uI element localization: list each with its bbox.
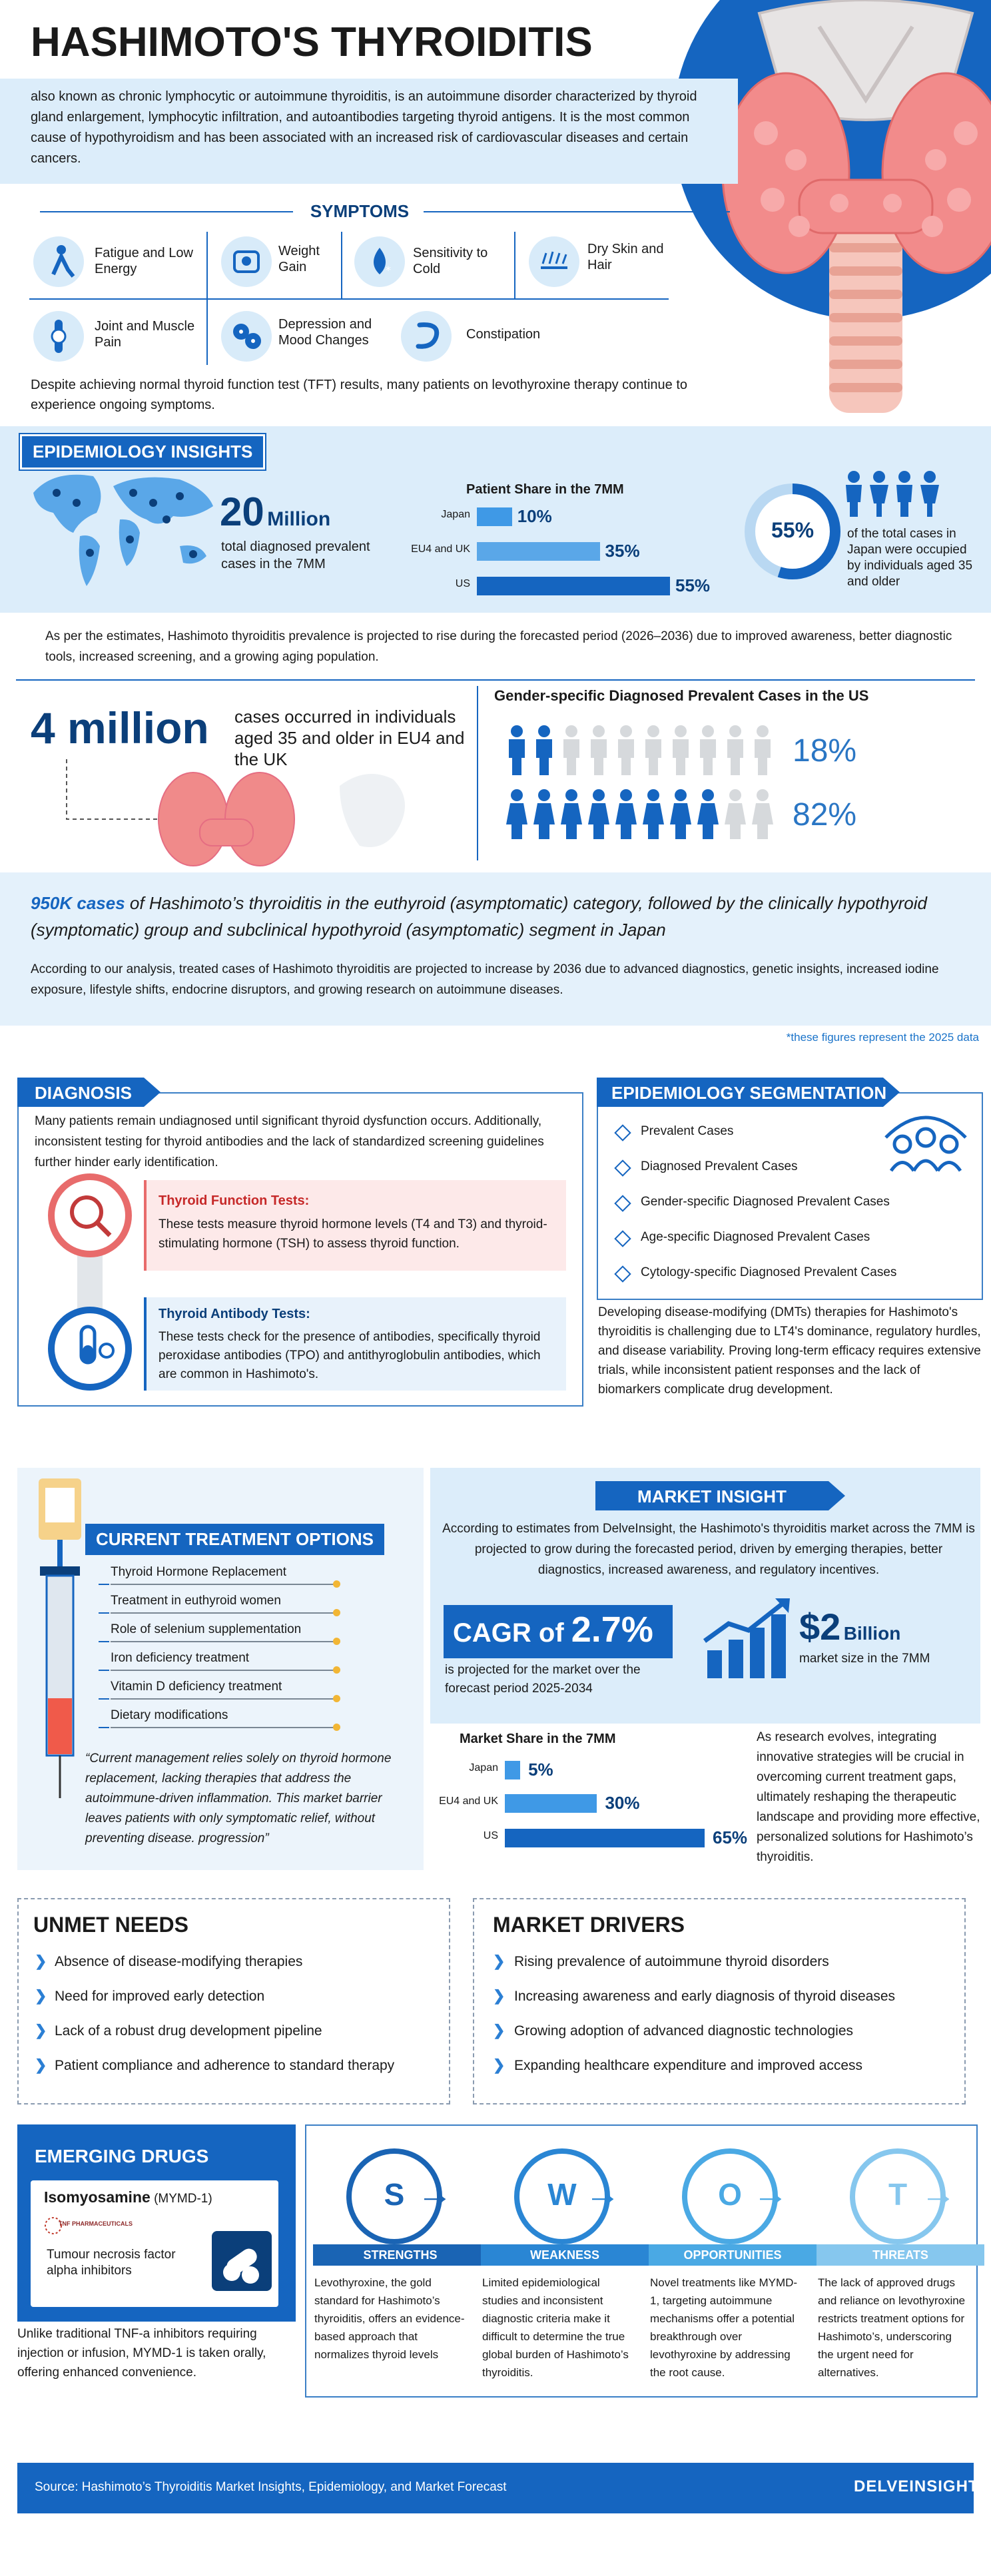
cold-icon (354, 236, 405, 287)
swot-label: THREATS (872, 2248, 928, 2262)
male-icon (509, 725, 525, 775)
tick (99, 1670, 109, 1671)
market-size-caption: market size in the 7MM (799, 1652, 930, 1666)
segmentation-item: Prevalent Cases (641, 1124, 734, 1138)
donut-value: 55% (771, 518, 815, 542)
share-row-label: US (455, 578, 470, 589)
market-bar-value: 5% (528, 1760, 553, 1779)
tat-title: Thyroid Antibody Tests: (159, 1307, 310, 1321)
chevron-icon: ❯ (493, 1987, 505, 2004)
company-logo (44, 2214, 117, 2240)
treatment-item: Thyroid Hormone Replacement (111, 1565, 287, 1579)
unmet-item: Lack of a robust drug development pipeline (55, 2023, 322, 2039)
scale-icon (221, 236, 272, 287)
male-icon (673, 725, 689, 775)
swot-label: STRENGTHS (363, 2248, 438, 2262)
swot-text: Levothyroxine, the gold standard for Hashimoto’s thyroiditis, offers an evidence-based approach that normalizes thyroid levels (314, 2276, 465, 2361)
treatment-item: Treatment in euthyroid women (111, 1594, 281, 1608)
lab-report-icon (51, 1177, 129, 1254)
swot-label: OPPORTUNITIES (683, 2248, 782, 2262)
mood-icon (221, 311, 272, 362)
cagr-prefix: CAGR of (453, 1618, 571, 1648)
drug-code: (MYMD-1) (150, 2192, 212, 2206)
driver-item: Rising prevalence of autoimmune thyroid disorders (514, 1954, 829, 1969)
market-bar-value: 65% (713, 1827, 748, 1847)
male-icon (536, 725, 552, 775)
swot-letter: T (888, 2177, 908, 2212)
chevron-icon: ❯ (493, 1953, 505, 1969)
drug-class: Tumour necrosis factor alpha inhibitors (47, 2248, 176, 2278)
symptom-label: Dry Skin and Hair (587, 242, 664, 272)
treatment-dot (333, 1724, 340, 1731)
tick (99, 1584, 109, 1585)
treatment-line (111, 1584, 337, 1585)
group-icon (872, 1098, 979, 1184)
market-tag: MARKET INSIGHT (637, 1486, 787, 1506)
divider (16, 679, 975, 681)
unmet-item: Absence of disease-modifying therapies (55, 1954, 303, 1969)
symptom-label: Joint and Muscle Pain (95, 319, 195, 350)
segmentation-item: Age-specific Diagnosed Prevalent Cases (641, 1230, 870, 1244)
euthyroid-text (31, 890, 963, 943)
people-icon (840, 469, 947, 522)
test-tube-icon (51, 1310, 129, 1387)
page-title: HASHIMOTO'S THYROIDITIS (31, 19, 593, 65)
segmentation-tag: EPIDEMIOLOGY SEGMENTATION (611, 1083, 887, 1103)
treatment-item: Vitamin D deficiency treatment (111, 1680, 282, 1694)
gender-title: Gender-specific Diagnosed Prevalent Cases in the US (494, 687, 869, 704)
world-map-icon (27, 466, 220, 593)
svg-text:*: * (386, 264, 391, 276)
swot-text: The lack of approved drugs and reliance on levothyroxine restricts treatment options for Hashimoto’s, underscoring the urgent need for alternatives. (818, 2276, 966, 2379)
share-bar-value: 10% (517, 506, 552, 526)
segmentation-item: Diagnosed Prevalent Cases (641, 1159, 798, 1173)
epi-tag: EPIDEMIOLOGY INSIGHTS (20, 434, 265, 470)
source-text: Source: Hashimoto’s Thyroiditis Market Insights, Epidemiology, and Market Forecast (35, 2480, 507, 2494)
segmentation-item: Cytology-specific Diagnosed Prevalent Cases (641, 1265, 897, 1279)
share-row-label: Japan (441, 509, 470, 520)
treatment-item: Role of selenium supplementation (111, 1622, 302, 1636)
treated-note: According to our analysis, treated cases of Hashimoto thyroiditis are projected to increase by 2036 due to advanced diagnostics, genetic insights, increased iodine exposure, lifestyle shifts, endocrine disruptors, and growing research on autoimmune diseases. (31, 962, 939, 997)
swot-text: Limited epidemiological studies and inconsistent diagnostic criteria make it difficult to determine the true global burden of Hashimoto’s thyroiditis. (482, 2276, 629, 2379)
tick (99, 1698, 109, 1700)
symptom-label: Sensitivity to Cold (413, 246, 488, 276)
female-icon (643, 789, 664, 839)
female-icon (752, 789, 773, 839)
chevron-icon: ❯ (35, 2022, 47, 2039)
cagr-value: 2.7% (571, 1610, 653, 1650)
symptoms-note: Despite achieving normal thyroid function test (TFT) results, many patients on levothyroxine therapy continue to experience ongoing symptoms. (31, 378, 688, 412)
female-icon (615, 789, 637, 839)
chevron-icon: ❯ (493, 2022, 505, 2039)
market-row-label: EU4 and UK (439, 1795, 498, 1807)
euthyroid-highlight: 950K cases (31, 893, 125, 913)
tat-text: These tests check for the presence of antibodies, specifically thyroid peroxidase antibodies (TPO) and antithyroglobulin antibodies, which are common in Hashimoto's. (159, 1330, 541, 1381)
treatment-item: Dietary modifications (111, 1708, 228, 1722)
chevron-icon: ❯ (493, 2057, 505, 2073)
market-size-unit: Billion (843, 1623, 901, 1644)
market-bar-value: 30% (605, 1793, 640, 1813)
share-bar (477, 507, 512, 526)
male-icon (563, 725, 579, 775)
euthyroid-body: of Hashimoto’s thyroiditis in the euthyroid (asymptomatic) category, followed by the clinically hypothyroid (symptomatic) group and subclinical hypothyroid (asymptomatic) segment in Japan (31, 893, 927, 940)
treatment-item: Iron deficiency treatment (111, 1651, 250, 1665)
male-icon (618, 725, 634, 775)
treatment-line (111, 1698, 337, 1700)
symptom-label: Constipation (466, 327, 541, 342)
header (0, 0, 991, 426)
male-icon (755, 725, 771, 775)
emerging-note: Unlike traditional TNF-a inhibitors requiring injection or infusion, MYMD-1 is taken orally, offering enhanced convenience. (17, 2327, 266, 2380)
growth-chart-icon (702, 1597, 797, 1681)
male-icon (727, 725, 743, 775)
treatment-line (111, 1727, 337, 1728)
projection-note: As per the estimates, Hashimoto thyroiditis prevalence is projected to rise during the forecasted period (2026–2036) due to improved awareness, better diagnostic tools, increased screening, and a growing aging population. (45, 629, 952, 664)
pill-icon (212, 2231, 272, 2291)
intro-text: also known as chronic lymphocytic or autoimmune thyroiditis, is an autoimmune disorder characterized by thyroid gland enlargement, lymphocytic infiltration, and autoantibodies targeting thyroid antigens. It is the most common cause of hypothyroidism and has been associated with an increased risk of cardiovascular diseases and certain cancers. (31, 89, 697, 166)
swot-arrow-icon: → (417, 2173, 453, 2213)
female-icon (725, 789, 746, 839)
treatment-dot (333, 1609, 340, 1616)
female-icon (506, 789, 527, 839)
treatment-line (111, 1612, 337, 1614)
total-cases-number: 20 (220, 489, 264, 534)
fatigue-icon (33, 236, 84, 287)
gender-female-value: 82% (793, 797, 857, 832)
drivers-heading: MARKET DRIVERS (493, 1913, 685, 1937)
symptom-label: Fatigue and Low Energy (95, 246, 193, 276)
swot-letter: O (718, 2177, 742, 2212)
brand-logo: DELVEINSIGHT (854, 2477, 979, 2495)
total-cases-caption: total diagnosed prevalent cases in the 7MM (221, 539, 370, 571)
vertical-divider (477, 686, 478, 860)
unmet-item: Need for improved early detection (55, 1989, 265, 2004)
thyroid-map-icon (60, 753, 473, 872)
dry-skin-icon (529, 236, 579, 287)
market-row-label: Japan (469, 1762, 498, 1773)
treatment-dot (333, 1580, 340, 1588)
symptoms-heading: SYMPTOMS (310, 201, 410, 221)
treatment-dot (333, 1695, 340, 1702)
male-icon (591, 725, 607, 775)
tick (99, 1612, 109, 1614)
share-bar-value: 35% (605, 541, 640, 561)
market-bar (505, 1794, 597, 1813)
diagnosis-tag: DIAGNOSIS (35, 1083, 132, 1103)
share-bar-value: 55% (675, 575, 711, 595)
chevron-icon: ❯ (35, 2057, 47, 2073)
market-bar (505, 1829, 705, 1847)
footnote: *these figures represent the 2025 data (786, 1031, 979, 1044)
swot-letter: W (547, 2177, 577, 2212)
male-icon (700, 725, 716, 775)
donut-caption: of the total cases in Japan were occupied by individuals aged 35 and older (847, 527, 973, 589)
swot-arrow-icon: → (920, 2173, 956, 2213)
patient-share-title: Patient Share in the 7MM (466, 482, 624, 497)
female-icon (697, 789, 719, 839)
female-icon (588, 789, 609, 839)
driver-item: Expanding healthcare expenditure and improved access (514, 2058, 863, 2073)
female-icon (670, 789, 691, 839)
joint-icon (33, 311, 84, 362)
diagnosis-icons (33, 1172, 147, 1399)
market-share-title: Market Share in the 7MM (460, 1732, 616, 1746)
treatment-dot (333, 1638, 340, 1645)
treatment-line (111, 1670, 337, 1671)
chevron-icon: ❯ (35, 1953, 47, 1969)
driver-item: Growing adoption of advanced diagnostic technologies (514, 2023, 854, 2039)
treatment-quote: “Current management relies solely on thyroid hormone replacement, lacking therapies that address the autoimmune-driven inflammation. This market barrier leaves patients with only symptomatic relief, without preventing disease. progression” (85, 1752, 392, 1845)
male-icon (645, 725, 661, 775)
cagr-caption: is projected for the market over the forecast period 2025-2034 (445, 1663, 641, 1696)
share-bar (477, 577, 670, 595)
drug-name: Isomyosamine (44, 2188, 151, 2206)
swot-arrow-icon: → (585, 2173, 621, 2213)
share-bar (477, 542, 600, 561)
symptom-label: Depression and Mood Changes (278, 317, 372, 348)
total-cases-unit: Million (267, 508, 331, 530)
four-million-caption: cases occurred in individuals aged 35 and older in EU4 and the UK (234, 707, 465, 769)
female-icon (533, 789, 555, 839)
driver-item: Increasing awareness and early diagnosis of thyroid diseases (514, 1989, 895, 2004)
unmet-item: Patient compliance and adherence to standard therapy (55, 2058, 395, 2073)
swot-text: Novel treatments like MYMD-1, targeting autoimmune mechanisms offer a potential breakthrough over levothyroxine by addressing the root cause. (650, 2276, 798, 2379)
unmet-heading: UNMET NEEDS (33, 1913, 188, 1937)
treatment-tag: CURRENT TREATMENT OPTIONS (85, 1524, 384, 1555)
gender-male-value: 18% (793, 733, 857, 769)
treatment-line (111, 1641, 337, 1642)
symptom-label: Weight Gain (278, 244, 320, 274)
market-intro: According to estimates from DelveInsight, the Hashimoto's thyroiditis market across the 7MM is projected to grow during the forecasted period, driven by emerging therapies, better diagnostics, increased awareness, and regulatory incentives. (442, 1522, 975, 1577)
tick (99, 1641, 109, 1642)
segmentation-item: Gender-specific Diagnosed Prevalent Cases (641, 1195, 890, 1209)
segmentation-note: Developing disease-modifying (DMTs) therapies for Hashimoto's thyroiditis is challenging due to LT4's dominance, regulatory hurdles, and disease variability. Proving long-term efficacy requires extensive trials, while inconsistent patient responses and the lack of biomarkers complicate drug development. (598, 1305, 981, 1397)
share-row-label: EU4 and UK (411, 543, 470, 555)
treatment-dot (333, 1666, 340, 1674)
tft-title: Thyroid Function Tests: (159, 1193, 310, 1208)
chevron-icon: ❯ (35, 1987, 47, 2004)
market-row-label: US (483, 1830, 498, 1841)
emerging-heading: EMERGING DRUGS (35, 2146, 209, 2166)
swot-arrow-icon: → (753, 2173, 789, 2213)
tick (99, 1727, 109, 1728)
market-bar (505, 1761, 520, 1779)
market-size-value: $2 (799, 1606, 841, 1648)
market-outlook: As research evolves, integrating innovative strategies will be crucial in overcoming current treatment gaps, ultimately reshaping the therapeutic landscape and providing more effective, personalized solutions for Hashimoto’s thyroiditis. (757, 1730, 980, 1864)
female-icon (561, 789, 582, 839)
four-million-number: 4 million (31, 703, 209, 753)
diagnosis-intro: Many patients remain undiagnosed until significant thyroid dysfunction occurs. Additionally, inconsistent testing for thyroid antibodies and the lack of standardized screening guidelines further hinder early identification. (35, 1114, 544, 1169)
gut-icon (401, 311, 452, 362)
tft-text: These tests measure thyroid hormone levels (T4 and T3) and thyroid-stimulating hormone (TSH) to assess thyroid function. (159, 1217, 547, 1251)
swot-letter: S (384, 2177, 405, 2212)
swot-label: WEAKNESS (529, 2248, 599, 2262)
company-name: TNF PHARMACEUTICALS (59, 2220, 133, 2227)
